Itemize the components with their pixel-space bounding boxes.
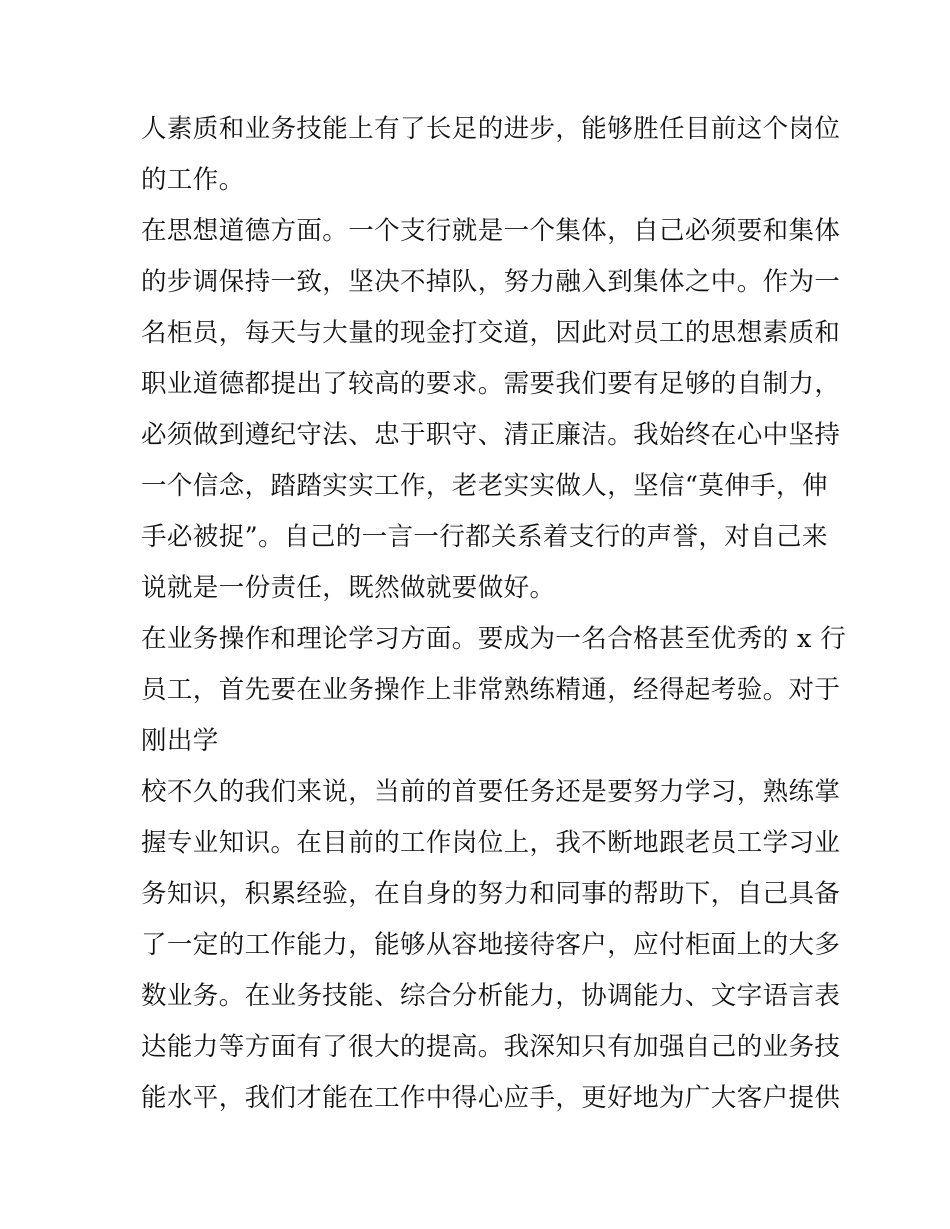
text-line: 能水平，我们才能在工作中得心应手，更好地为广大客户提供 — [141, 1083, 841, 1113]
text-line: 人素质和业务技能上有了长足的进步，能够胜任目前这个岗位 — [141, 114, 841, 144]
text-line: 在思想道德方面。一个支行就是一个集体，自己必须要和集体 — [141, 216, 841, 246]
body-text — [141, 104, 847, 1124]
text-line: 校不久的我们来说，当前的首要任务还是要努力学习，熟练掌 — [141, 777, 841, 807]
text-line: 务知识，积累经验，在自身的努力和同事的帮助下，自己具备 — [141, 879, 841, 909]
text-line: 刚出学 — [141, 726, 219, 756]
text-line: 数业务。在业务技能、综合分析能力，协调能力、文字语言表 — [141, 981, 841, 1011]
text-line: 在业务操作和理论学习方面。要成为一名合格甚至优秀的 x 行 — [141, 624, 847, 654]
text-line: 达能力等方面有了很大的提高。我深知只有加强自己的业务技 — [141, 1032, 841, 1062]
text-line: 员工，首先要在业务操作上非常熟练精通，经得起考验。对于 — [141, 675, 841, 705]
text-line: 的步调保持一致，坚决不掉队，努力融入到集体之中。作为一 — [141, 267, 841, 297]
text-line: 手必被捉”。自己的一言一行都关系着支行的声誉，对自己来 — [141, 522, 828, 552]
text-line: 一个信念，踏踏实实工作，老老实实做人，坚信“莫伸手，伸 — [141, 471, 828, 501]
text-line: 握专业知识。在目前的工作岗位上，我不断地跟老员工学习业 — [141, 828, 841, 858]
text-line: 必须做到遵纪守法、忠于职守、清正廉洁。我始终在心中坚持 — [141, 420, 841, 450]
text-line: 了一定的工作能力，能够从容地接待客户，应付柜面上的大多 — [141, 930, 841, 960]
text-line: 说就是一份责任，既然做就要做好。 — [141, 573, 556, 603]
text-line: 名柜员，每天与大量的现金打交道，因此对员工的思想素质和 — [141, 318, 841, 348]
text-line: 职业道德都提出了较高的要求。需要我们要有足够的自制力， — [141, 369, 841, 399]
text-line: 的工作。 — [141, 165, 245, 195]
